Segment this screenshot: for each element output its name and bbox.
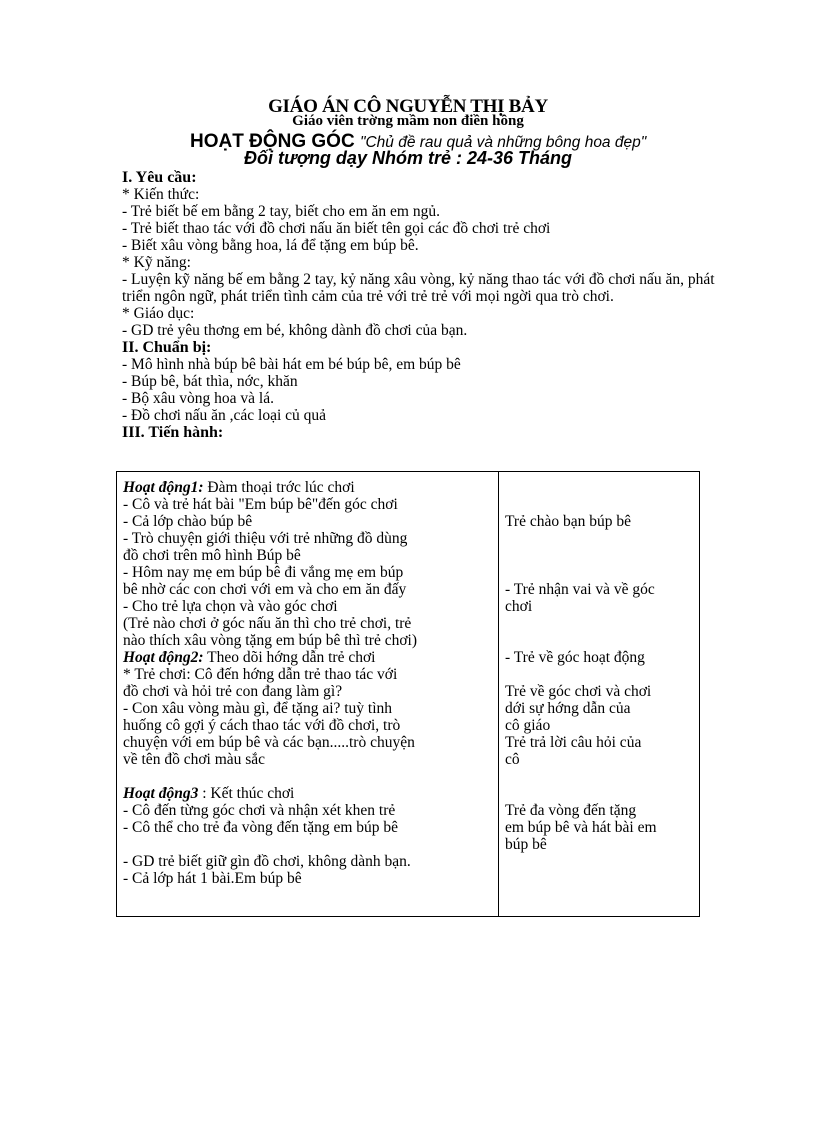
- activity-2-line: huống cô gợi ý cách thao tác với đồ chơi, trò: [123, 717, 401, 734]
- activity-1-line: đồ chơi trên mô hình Búp bê: [123, 547, 301, 564]
- table-column-divider: [498, 472, 499, 916]
- activity-2-heading: [123, 649, 495, 666]
- document-body: [122, 169, 732, 441]
- activity-2-desc: Theo dõi hớng dẫn trẻ chơi: [203, 649, 376, 666]
- teacher-activities-column: [123, 479, 495, 887]
- preparation-item: - Đồ chơi nấu ăn ,các loại củ quả: [122, 407, 327, 424]
- activity-2-title: Hoạt động2:: [123, 649, 204, 666]
- knowledge-item: - Trẻ biết thao tác với đồ chơi nấu ăn biết tên gọi các đồ chơi trẻ chơi: [122, 220, 551, 237]
- activity-1-heading: [123, 479, 495, 496]
- activity-3-line: - Cả lớp hát 1 bài.Em búp bê: [123, 870, 302, 887]
- activity-1-line: - Cô và trẻ hát bài "Em búp bê"đến góc chơi: [123, 496, 398, 513]
- requirements-heading: I. Yêu cầu:: [122, 169, 197, 186]
- education-text: - GD trẻ yêu thơng em bé, không dành đồ chơi của bạn.: [122, 322, 468, 339]
- activity-2-line: về tên đồ chơi màu sắc: [123, 751, 266, 768]
- child-response: cô giáo: [505, 717, 551, 734]
- skills-label: * Kỹ năng:: [122, 254, 191, 271]
- spacer: [123, 836, 495, 853]
- activity-1-line: bê nhờ các con chơi với em và cho em ăn đấy: [123, 581, 407, 598]
- activity-3-desc: : Kết thúc chơi: [198, 785, 295, 802]
- education-label: * Giáo dục:: [122, 305, 195, 322]
- activity-3-heading: [123, 785, 495, 802]
- preparation-item: - Búp bê, bát thìa, nớc, khăn: [122, 373, 298, 390]
- child-response: cô: [505, 751, 520, 768]
- activity-1-line: nào thích xâu vòng tặng em búp bê thì trẻ chơi): [123, 632, 418, 649]
- child-response: - Trẻ về góc hoạt động: [505, 649, 645, 666]
- knowledge-item: - Trẻ biết bế em bằng 2 tay, biết cho em ăn em ngủ.: [122, 203, 440, 220]
- activity-2-line: chuyện với em búp bê và các bạn.....trò chuyện: [123, 734, 415, 751]
- activity-2-line: - Con xâu vòng màu gì, để tặng ai? tuỳ tình: [123, 700, 393, 717]
- activity-main: HOẠT ĐỘNG GÓC: [190, 131, 355, 152]
- activity-3-line: - Cô thể cho trẻ đa vòng đến tặng em búp bê: [123, 819, 399, 836]
- activity-sub: "Chủ đề rau quả và những bông hoa đẹp": [359, 134, 647, 151]
- activity-1-line: - Cho trẻ lựa chọn và vào góc chơi: [123, 598, 338, 615]
- child-response: Trẻ chào bạn búp bê: [505, 513, 631, 530]
- activity-1-line: - Hôm nay mẹ em búp bê đi vắng mẹ em búp: [123, 564, 404, 581]
- knowledge-item: - Biết xâu vòng bằng hoa, lá để tặng em búp bê.: [122, 237, 419, 254]
- activity-2-line: * Trẻ chơi: Cô đến hớng dẫn trẻ thao tác với: [123, 666, 398, 683]
- child-response: em búp bê và hát bài em: [505, 819, 657, 836]
- preparation-item: - Mô hình nhà búp bê bài hát em bé búp bê, em búp bê: [122, 356, 461, 373]
- activity-1-line: - Trò chuyện giới thiệu với trẻ những đồ dùng: [123, 530, 408, 547]
- skills-text: - Luyện kỹ năng bế em bằng 2 tay, kỷ năng xâu vòng, kỷ năng thao tác với đồ chơi nấu ăn, phát triển ngôn ngữ, phát triển tình cảm của trẻ với trẻ trẻ với mọi ngời qua trò chơi.: [122, 271, 715, 305]
- child-response: chơi: [505, 598, 533, 615]
- target-group: Đối tượng dạy Nhóm trẻ : 24-36 Tháng: [244, 148, 572, 168]
- spacer: [123, 768, 495, 785]
- activity-table: [116, 471, 700, 917]
- child-response: - Trẻ nhận vai và về góc: [505, 581, 655, 598]
- child-response: Trẻ về góc chơi và chơi: [505, 683, 652, 700]
- child-response: Trẻ đa vòng đến tặng: [505, 802, 637, 819]
- document-title: GIÁO ÁN CÔ NGUYỄN THỊ BẢY: [268, 96, 548, 117]
- preparation-item: - Bộ xâu vòng hoa và lá.: [122, 390, 274, 407]
- activity-3-line: - GD trẻ biết giữ gìn đồ chơi, không dành bạn.: [123, 853, 411, 870]
- child-response: dới sự hớng dẫn của: [505, 700, 631, 717]
- activity-1-title: Hoạt động1:: [123, 479, 204, 496]
- child-response: búp bê: [505, 836, 547, 853]
- activity-3-title: Hoạt động3: [123, 785, 199, 802]
- knowledge-label: * Kiến thức:: [122, 186, 200, 203]
- child-response: Trẻ trả lời câu hỏi của: [505, 734, 642, 751]
- child-activities-column: [505, 479, 695, 853]
- procedure-heading: III. Tiến hành:: [122, 424, 224, 441]
- teacher-line: Giáo viên trờng mầm non điền hồng: [292, 113, 524, 129]
- activity-1-line: - Cả lớp chào búp bê: [123, 513, 253, 530]
- activity-1-line: (Trẻ nào chơi ở góc nấu ăn thì cho trẻ chơi, trẻ: [123, 615, 412, 632]
- activity-3-line: - Cô đến từng góc chơi và nhận xét khen trẻ: [123, 802, 396, 819]
- activity-2-line: đồ chơi và hỏi trẻ con đang làm gì?: [123, 683, 343, 700]
- preparation-heading: II. Chuẩn bị:: [122, 339, 212, 356]
- activity-1-desc: Đàm thoại trớc lúc chơi: [203, 479, 355, 496]
